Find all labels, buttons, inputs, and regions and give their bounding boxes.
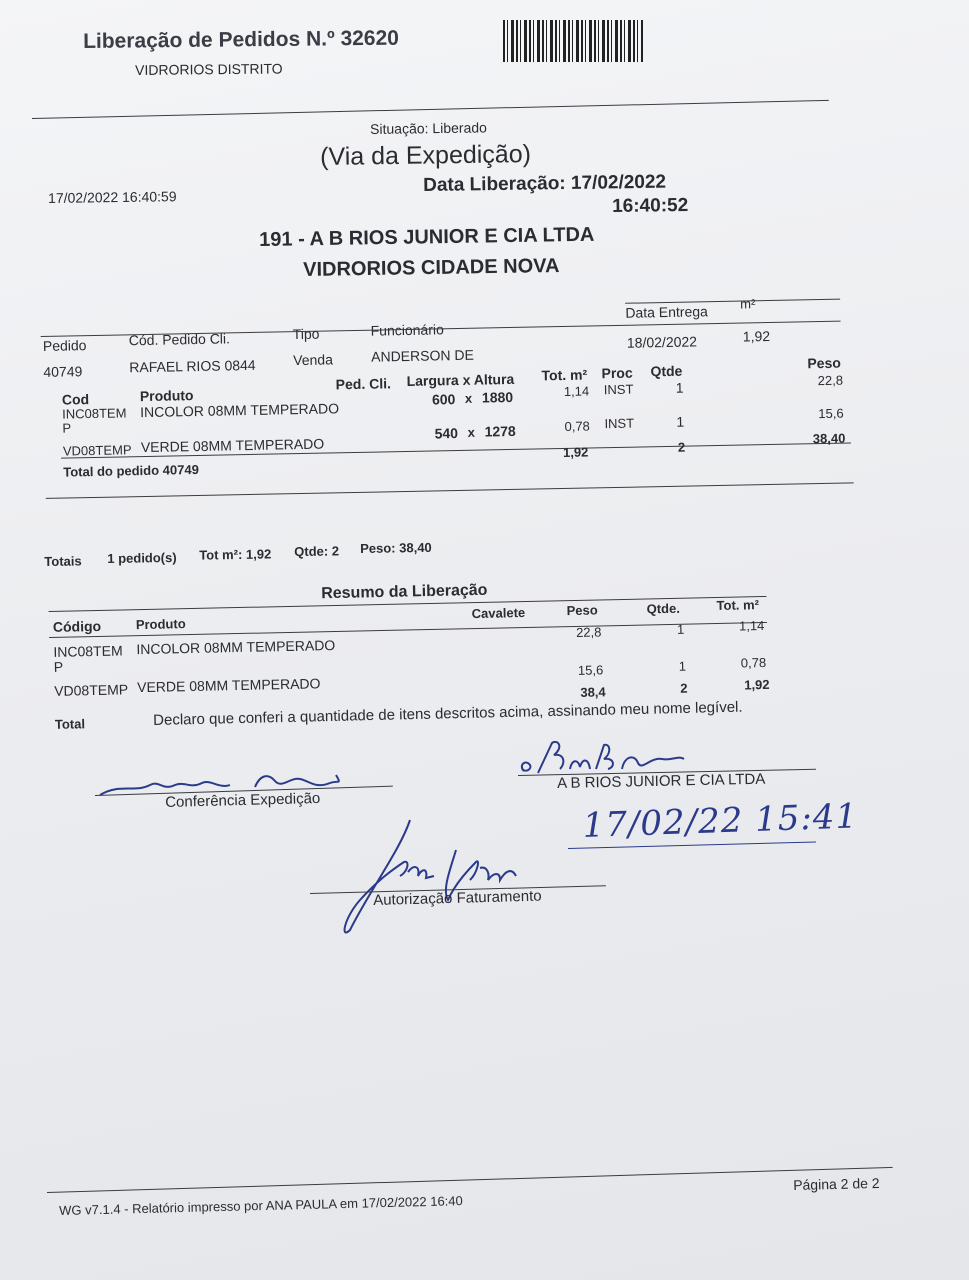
situation-status: Situação: Liberado xyxy=(370,119,487,137)
summary-total-peso: 38,4 xyxy=(580,684,606,700)
footer-page-number: Página 2 de 2 xyxy=(793,1174,880,1193)
summary-tot-m2: 0,78 xyxy=(740,654,767,671)
col-tipo: Tipo xyxy=(292,325,320,343)
order-block xyxy=(40,284,854,510)
item-largura: 600 xyxy=(431,391,456,408)
summary-tot-m2: 1,14 xyxy=(738,618,765,634)
client-store: VIDRORIOS CIDADE NOVA xyxy=(303,254,560,281)
order-data-entrega: 18/02/2022 xyxy=(626,333,698,351)
order-m2: 1,92 xyxy=(742,327,771,345)
summary-col-peso: Peso xyxy=(566,602,598,619)
item-produto: VERDE 08MM TEMPERADO xyxy=(140,435,325,456)
order-total-qtde: 2 xyxy=(677,439,686,455)
order-top-rule xyxy=(625,299,840,304)
col-pedido: Pedido xyxy=(42,337,87,354)
summary-col-produto: Produto xyxy=(135,616,186,633)
summary-codigo-wrap: P xyxy=(53,658,64,675)
summary-peso: 15,6 xyxy=(577,662,604,678)
release-time: 16:40:52 xyxy=(612,194,689,217)
summary-peso: 22,8 xyxy=(575,624,602,640)
order-pedido: 40749 xyxy=(43,363,83,380)
col-data-entrega: Data Entrega xyxy=(625,303,708,321)
summary-codigo: VD08TEMP xyxy=(54,681,129,699)
col-cod-pedido-cli: Cód. Pedido Cli. xyxy=(128,330,231,349)
item-proc: INST xyxy=(603,381,634,398)
autorizacao-signature xyxy=(330,810,560,940)
item-cod-text: INC08TEM xyxy=(62,405,127,422)
item-dim-x: x xyxy=(467,424,475,440)
conferencia-label: Conferência Expedição xyxy=(165,789,321,811)
client-signature-label: A B RIOS JUNIOR E CIA LTDA xyxy=(557,770,766,792)
item-col-largura-altura: Largura x Altura xyxy=(406,370,515,389)
item-cod: VD08TEMP xyxy=(62,442,132,459)
summary-col-cavalete: Cavalete xyxy=(471,605,526,622)
summary-produto: INCOLOR 08MM TEMPERADO xyxy=(136,637,336,658)
totals-qtde: Qtde: 2 xyxy=(294,543,340,560)
item-col-produto: Produto xyxy=(139,387,194,405)
summary-col-qtde: Qtde. xyxy=(646,600,681,617)
company-name: VIDRORIOS DISTRITO xyxy=(135,60,283,78)
item-largura: 540 xyxy=(434,425,459,442)
order-total-m2: 1,92 xyxy=(562,444,589,460)
item-col-cod: Cod xyxy=(61,391,90,408)
item-cod xyxy=(62,406,127,435)
item-tot-m2: 0,78 xyxy=(564,418,590,434)
summary-codigo xyxy=(53,643,123,674)
order-tipo: Venda xyxy=(293,351,334,369)
header-divider xyxy=(32,100,829,119)
item-peso: 22,8 xyxy=(817,372,844,389)
item-col-qtde: Qtde xyxy=(650,362,683,380)
order-total-peso: 38,40 xyxy=(812,430,846,447)
item-altura: 1880 xyxy=(481,388,514,406)
order-funcionario: ANDERSON DE xyxy=(370,346,474,365)
document-title: Liberação de Pedidos N.º 32620 xyxy=(83,26,400,53)
item-col-proc: Proc xyxy=(601,364,633,382)
col-funcionario: Funcionário xyxy=(370,321,444,339)
handwritten-datetime: 17/02/22 15:41 xyxy=(582,796,859,846)
barcode xyxy=(503,20,643,62)
summary-total-m2: 1,92 xyxy=(744,676,770,693)
item-tot-m2: 1,14 xyxy=(563,383,590,399)
summary-qtde: 1 xyxy=(676,621,685,637)
summary-codigo-text: INC08TEM xyxy=(53,642,123,660)
footer-rule xyxy=(47,1167,893,1193)
totals-pedidos: 1 pedido(s) xyxy=(107,549,177,567)
order-bottom-rule xyxy=(46,482,854,499)
summary-produto: VERDE 08MM TEMPERADO xyxy=(136,675,321,696)
item-qtde: 1 xyxy=(675,379,684,396)
item-col-ped-cli: Ped. Cli. xyxy=(335,375,392,393)
print-datetime: 17/02/2022 16:40:59 xyxy=(48,188,177,206)
client-name: 191 - A B RIOS JUNIOR E CIA LTDA xyxy=(259,223,595,251)
item-produto: INCOLOR 08MM TEMPERADO xyxy=(140,400,340,421)
summary-col-codigo: Código xyxy=(52,617,102,635)
totals-label: Totais xyxy=(44,553,82,569)
release-date: Data Liberação: 17/02/2022 xyxy=(423,171,667,196)
item-cod-wrap: P xyxy=(62,420,72,436)
totals-line xyxy=(44,533,464,570)
summary-title: Resumo da Liberação xyxy=(321,581,488,603)
item-dim-x: x xyxy=(464,390,473,406)
totals-peso: Peso: 38,40 xyxy=(360,539,432,557)
declaration-text: Declaro que conferi a quantidade de itens descritos acima, assinando meu nome legível. xyxy=(153,698,743,729)
col-m2: m² xyxy=(740,296,756,312)
summary-total-qtde: 2 xyxy=(680,680,688,696)
item-peso: 15,6 xyxy=(818,405,844,422)
via-label: (Via da Expedição) xyxy=(320,140,532,171)
item-qtde: 1 xyxy=(676,413,685,430)
order-total-label: Total do pedido 40749 xyxy=(63,461,199,480)
item-col-peso: Peso xyxy=(807,354,841,372)
totals-m2: Tot m²: 1,92 xyxy=(199,546,272,563)
item-proc: INST xyxy=(604,415,635,432)
order-cod-pedido-cli: RAFAEL RIOS 0844 xyxy=(129,356,256,376)
summary-total-label: Total xyxy=(54,716,86,732)
autorizacao-label: Autorização Faturamento xyxy=(373,887,542,909)
footer-printed-by: WG v7.1.4 - Relatório impresso por ANA PAULA em 17/02/2022 16:40 xyxy=(59,1193,463,1218)
item-col-tot-m2: Tot. m² xyxy=(541,366,588,384)
item-altura: 1278 xyxy=(484,422,516,440)
summary-col-tot-m2: Tot. m² xyxy=(716,597,760,614)
summary-qtde: 1 xyxy=(678,658,687,674)
